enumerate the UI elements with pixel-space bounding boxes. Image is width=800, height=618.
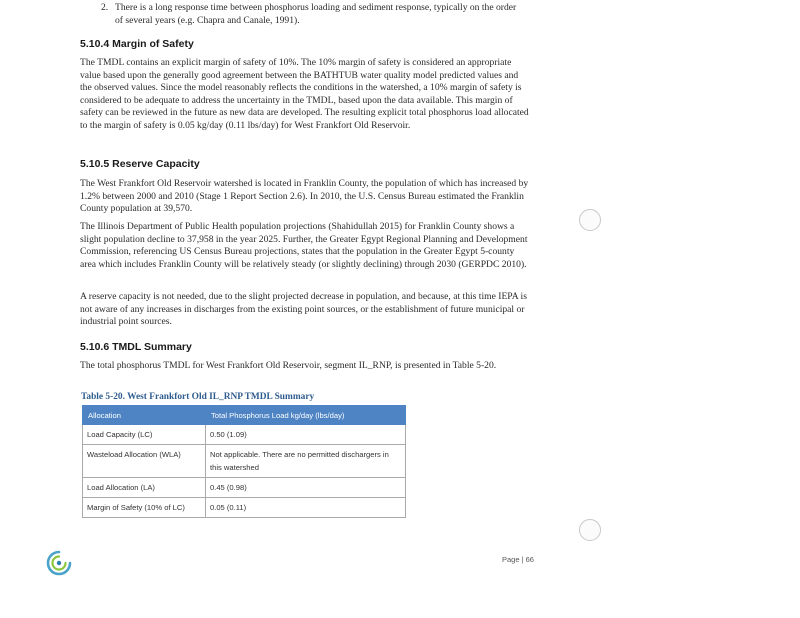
list-item-2 bbox=[101, 2, 525, 27]
table-row bbox=[83, 425, 406, 445]
paragraph-reserve-capacity-3: A reserve capacity is not needed, due to the slight projected decrease in population, and because, at this time IEPA is not aware of any increases in discharges from the existing point sources, or the establishment of future municipal or industrial point sources. bbox=[80, 291, 527, 328]
table-cell: Margin of Safety (10% of LC) bbox=[83, 498, 206, 518]
table-row bbox=[83, 498, 406, 518]
table-cell: Not applicable. There are no permitted dischargers in this watershed bbox=[206, 445, 406, 478]
list-item-text: There is a long response time between phosphorus loading and sediment response, typically on the order of several years (e.g. Chapra and Canale, 1991). bbox=[115, 2, 517, 26]
page-number: Page | 66 bbox=[502, 555, 534, 564]
table-header-cell: Total Phosphorus Load kg/day (lbs/day) bbox=[206, 406, 406, 425]
table-cell: 0.50 (1.09) bbox=[206, 425, 406, 445]
logo-icon bbox=[46, 550, 72, 576]
paragraph-margin-of-safety: The TMDL contains an explicit margin of safety of 10%. The 10% margin of safety is considered an appropriate value based upon the generally good agreement between the BATHTUB water quality model predicted values and the observed values. Since the model reasonably reflects the conditions in the watershed, a 10% margin of safety is considered to be adequate to address the uncertainty in the TMDL, based upon the data available. This margin of safety can be reviewed in the future as new data are developed. The resulting explicit total phosphorus load allocated to the margin of safety is 0.05 kg/day (0.11 lbs/day) for West Frankfort Old Reservoir. bbox=[80, 57, 529, 131]
table-cell: 0.05 (0.11) bbox=[206, 498, 406, 518]
list-item-number: 2. bbox=[101, 2, 109, 13]
table-cell: 0.45 (0.98) bbox=[206, 478, 406, 498]
comment-circle-icon[interactable] bbox=[579, 519, 601, 541]
table-header-cell: Allocation bbox=[83, 406, 206, 425]
paragraph-reserve-capacity-1: The West Frankfort Old Reservoir watershed is located in Franklin County, the population of which has increased by 1.2% between 2000 and 2010 (Stage 1 Report Section 2.6). In 2010, the U.S. Census Bureau estimated the Franklin County population at 39,570. bbox=[80, 178, 529, 215]
section-heading-margin-of-safety: 5.10.4 Margin of Safety bbox=[80, 38, 194, 50]
table-cell: Load Capacity (LC) bbox=[83, 425, 206, 445]
section-heading-reserve-capacity: 5.10.5 Reserve Capacity bbox=[80, 158, 200, 170]
section-heading-tmdl-summary: 5.10.6 TMDL Summary bbox=[80, 341, 192, 353]
paragraph-tmdl-summary: The total phosphorus TMDL for West Frankfort Old Reservoir, segment IL_RNP, is presented in Table 5-20. bbox=[80, 360, 497, 371]
table-row bbox=[83, 445, 406, 478]
comment-circle-icon[interactable] bbox=[579, 209, 601, 231]
table-header-row bbox=[83, 406, 406, 425]
table-caption: Table 5-20. West Frankfort Old IL_RNP TMDL Summary bbox=[81, 392, 315, 402]
table-row bbox=[83, 478, 406, 498]
tmdl-summary-table bbox=[82, 405, 406, 518]
paragraph-reserve-capacity-2: The Illinois Department of Public Health population projections (Shahidullah 2015) for Franklin County shows a slight population decline to 37,958 in the year 2025. Further, the Greater Egypt Regional Planning and Development Commission, referencing US Census Bureau projections, states that the population in the Greater Egypt 5-county area which includes Franklin County will be relatively steady (or slightly declining) through 2030 (GERPDC 2010). bbox=[80, 221, 528, 270]
table-cell: Load Allocation (LA) bbox=[83, 478, 206, 498]
table-cell: Wasteload Allocation (WLA) bbox=[83, 445, 206, 478]
